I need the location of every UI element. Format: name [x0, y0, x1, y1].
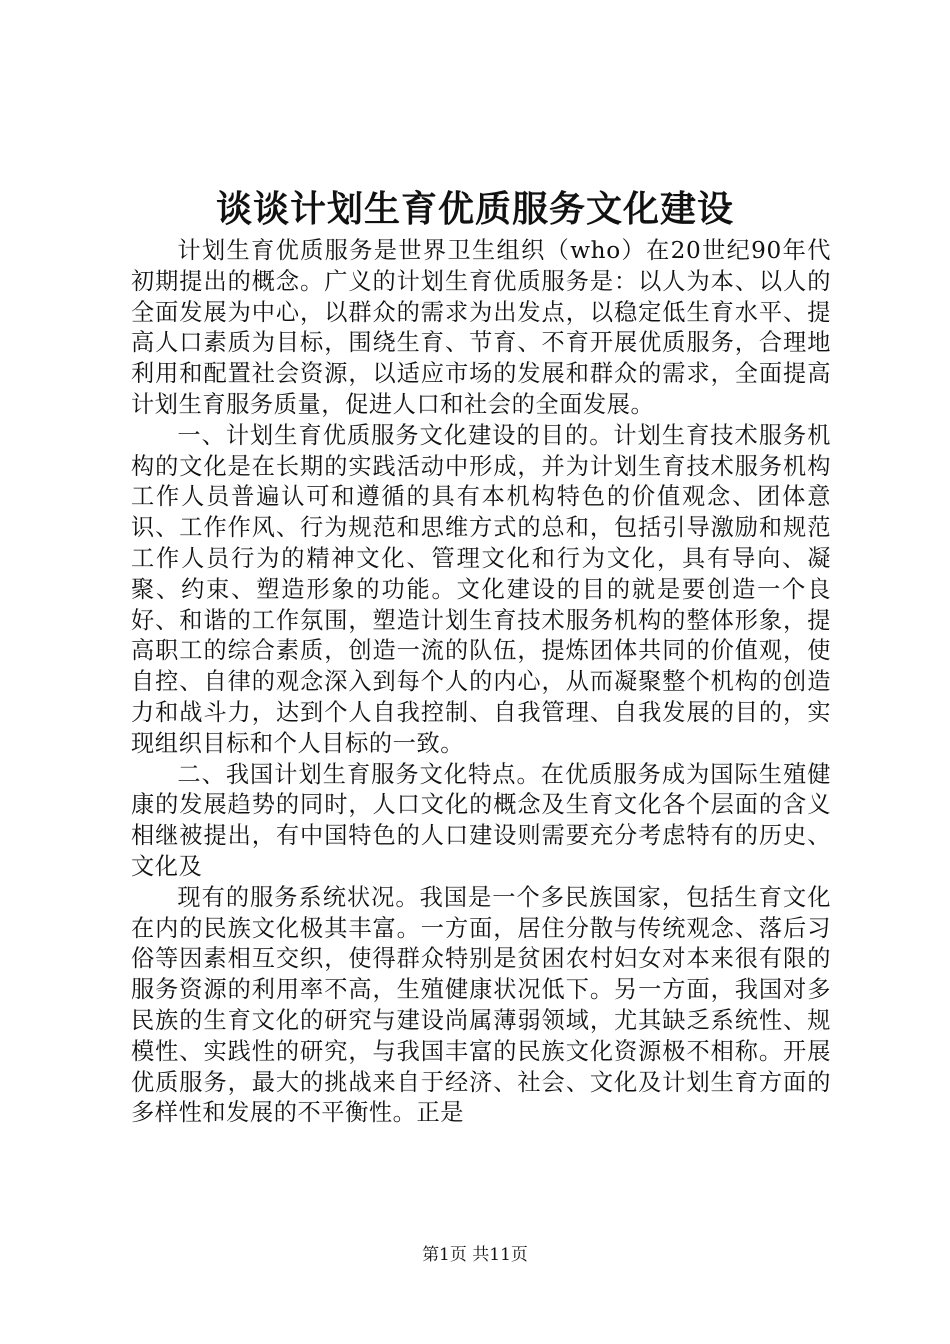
- paragraph-continuation: 现有的服务系统状况。我国是一个多民族国家，包括生育文化在内的民族文化极其丰富。一方面，居住分散与传统观念、落后习俗等因素相互交织，使得群众特别是贫困农村妇女对本来很有限的服务资源的利用率不高，生殖健康状况低下。另一方面，我国对多民族的生育文化的研究与建设尚属薄弱领域，尤其缺乏系统性、规模性、实践性的研究，与我国丰富的民族文化资源极不相称。开展优质服务，最大的挑战来自于经济、社会、文化及计划生育方面的多样性和发展的不平衡性。正是: [131, 883, 831, 1127]
- paragraph-section-2: 二、我国计划生育服务文化特点。在优质服务成为国际生殖健康的发展趋势的同时，人口文化的概念及生育文化各个层面的含义相继被提出，有中国特色的人口建设则需要充分考虑特有的历史、文化及: [131, 760, 831, 880]
- page-footer: 第1页 共11页: [422, 1245, 528, 1265]
- paragraph-section-1: 一、计划生育优质服务文化建设的目的。计划生育技术服务机构的文化是在长期的实践活动中形成，并为计划生育技术服务机构工作人员普遍认可和遵循的具有本机构特色的价值观念、团体意识、工作作风、行为规范和思维方式的总和，包括引导激励和规范工作人员行为的精神文化、管理文化和行为文化，具有导向、凝聚、约束、塑造形象的功能。文化建设的目的就是要创造一个良好、和谐的工作氛围，塑造计划生育技术服务机构的整体形象，提高职工的综合素质，创造一流的队伍，提炼团体共同的价值观，使自控、自律的观念深入到每个人的内心，从而凝聚整个机构的创造力和战斗力，达到个人自我控制、自我管理、自我发展的目的，实现组织目标和个人目标的一致。: [131, 421, 831, 757]
- paragraph-intro: 计划生育优质服务是世界卫生组织（who）在20世纪90年代初期提出的概念。广义的计划生育优质服务是：以人为本、以人的全面发展为中心，以群众的需求为出发点，以稳定低生育水平、提高人口素质为目标，围绕生育、节育、不育开展优质服务，合理地利用和配置社会资源，以适应市场的发展和群众的需求，全面提高计划生育服务质量，促进人口和社会的全面发展。: [131, 237, 831, 418]
- document-body: [131, 236, 831, 1129]
- document-title: 谈谈计划生育优质服务文化建设: [215, 189, 734, 230]
